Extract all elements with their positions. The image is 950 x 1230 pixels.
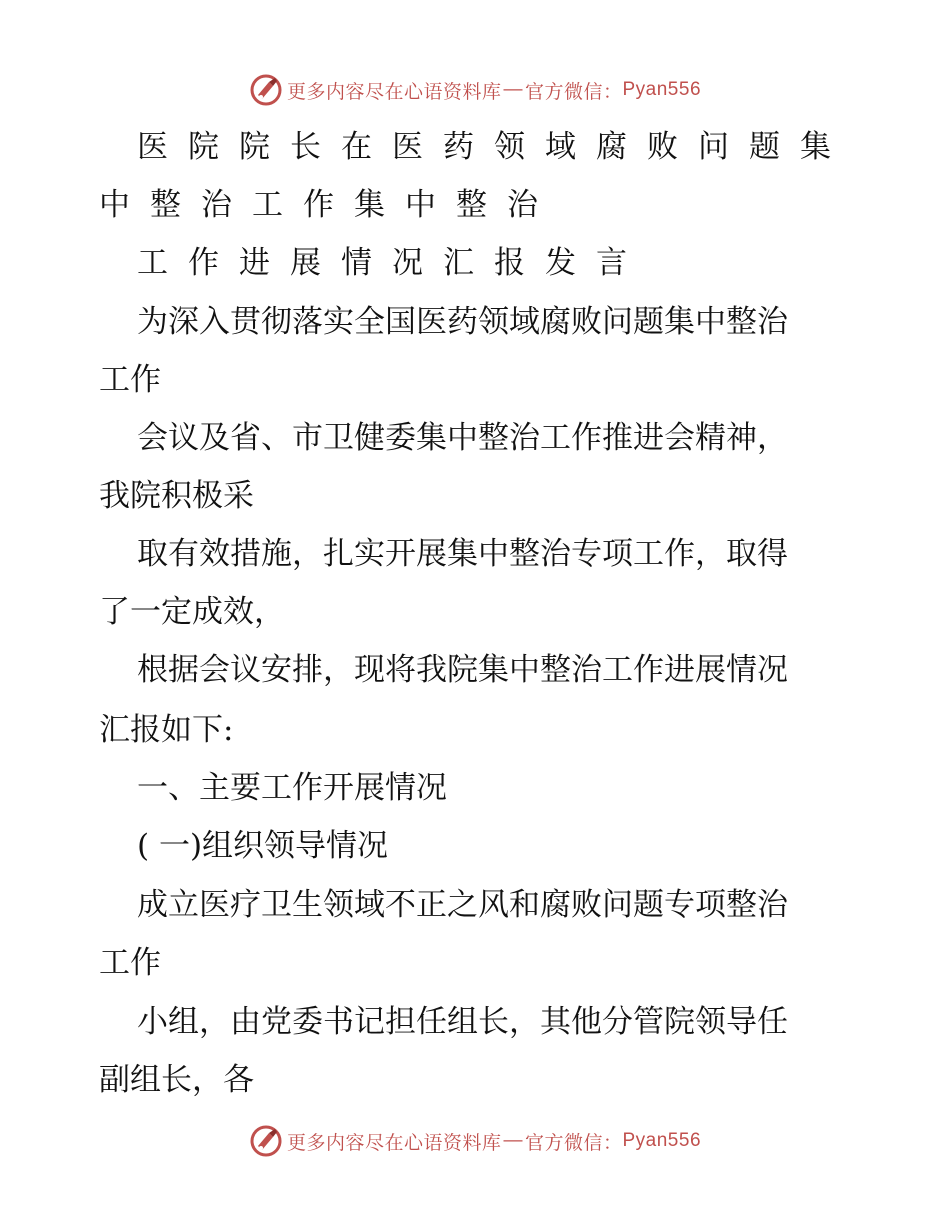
watermark-text: 更多内容尽在心语资料库 [286,1132,502,1154]
title-line-1: 医院院长在医药领域腐败问题集 [137,129,851,165]
subsection-heading: ( 一)组织领导情况 [137,828,389,864]
watermark-text: 更多内容尽在心语资料库 [286,81,502,103]
paragraph-line: 我院积极采 [99,478,254,514]
paragraph-line: 为深入贯彻落实全国医药领域腐败问题集中整治 [137,304,788,340]
paragraph-line: 汇报如下: [99,712,234,748]
title-line-3: 工作进展情况汇报发言 [137,245,647,281]
header-watermark [0,70,950,110]
paragraph-line: 工作 [99,362,161,398]
watermark-label: 官方微信： [524,81,623,103]
watermark-logo-icon [249,73,283,107]
watermark-label: 官方微信： [524,1132,623,1154]
paragraph-line: 根据会议安排，现将我院集中整治工作进展情况 [137,652,788,688]
paragraph-line: 副组长，各 [99,1062,254,1098]
paragraph-line: 工作 [99,945,161,981]
footer-watermark [0,1121,950,1161]
paragraph-line: 成立医疗卫生领域不正之风和腐败问题专项整治 [137,887,788,923]
watermark-dash: — [503,1130,523,1151]
paragraph-line: 会议及省、市卫健委集中整治工作推进会精神， [137,420,788,456]
paragraph-line: 取有效措施，扎实开展集中整治专项工作，取得 [137,536,788,572]
section-heading: 一、主要工作开展情况 [137,770,447,806]
watermark-id: Pyan556 [622,1130,702,1151]
watermark-id: Pyan556 [622,79,702,100]
title-line-2: 中整治工作集中整治 [99,187,558,223]
watermark-logo-icon [249,1124,283,1158]
watermark-dash: — [503,79,523,100]
paragraph-line: 了一定成效， [99,594,285,630]
paragraph-line: 小组，由党委书记担任组长，其他分管院领导任 [137,1004,788,1040]
